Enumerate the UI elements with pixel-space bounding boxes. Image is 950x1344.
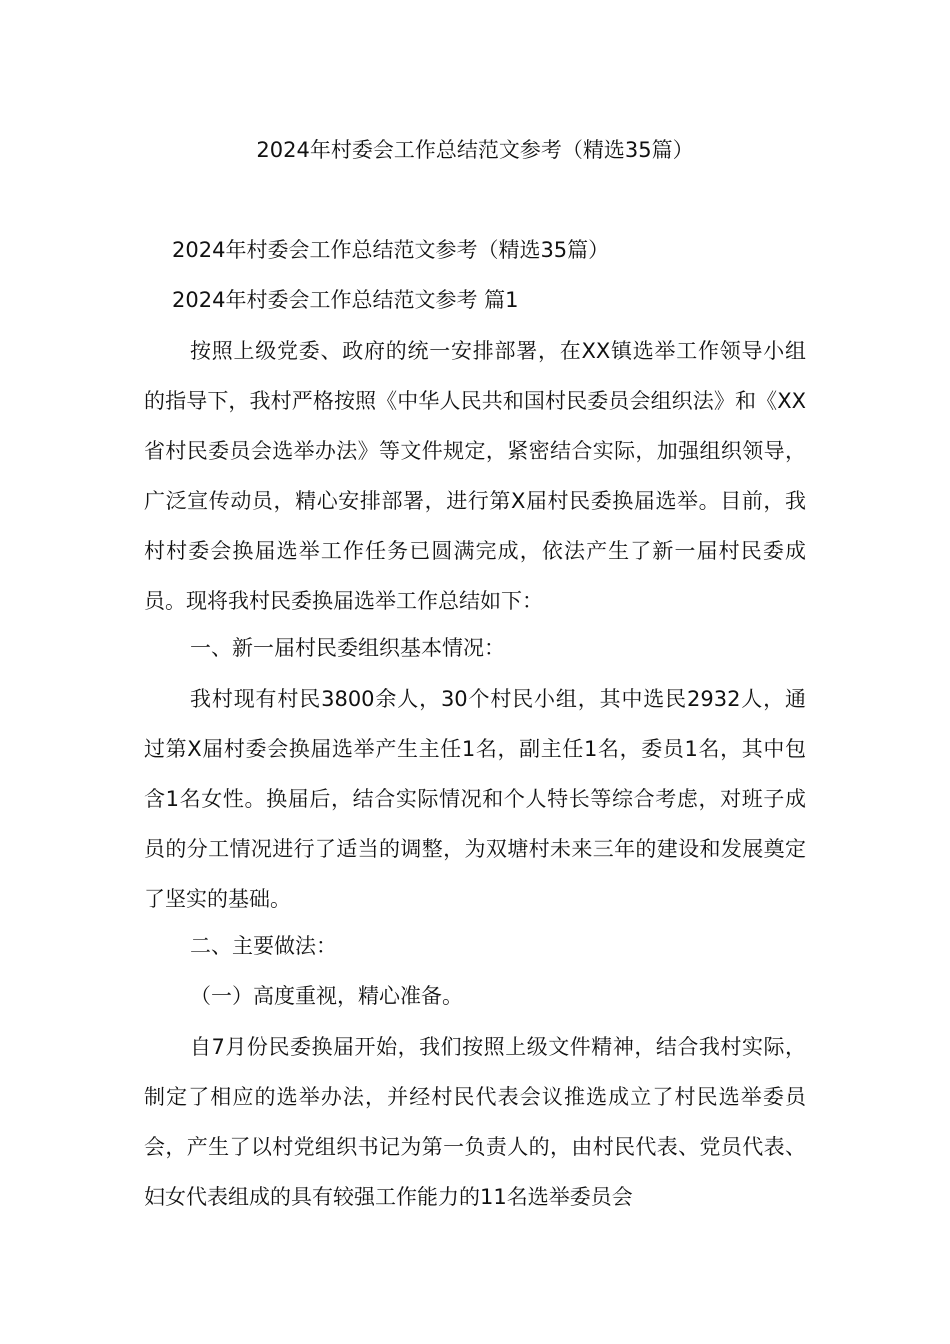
document-title: 2024年村委会工作总结范文参考（精选35篇） [256, 138, 694, 162]
document-subtitle: 2024年村委会工作总结范文参考（精选35篇） [172, 238, 610, 262]
paragraph-intro: 按照上级党委、政府的统一安排部署，在XX镇选举工作领导小组的指导下，我村严格按照《中华人民共和国村民委员会组织法》和《XX省村民委员会选举办法》等文件规定，紧密结合实际，加强组织领导，广泛宣传动员，精心安排部署，进行第X届村民委换届选举。目前，我村村委会换届选举工作任务已圆满完成，依法产生了新一届村民委成员。现将我村民委换届选举工作总结如下： [144, 339, 806, 613]
paragraph-preparation: 自7月份民委换届开始，我们按照上级文件精神，结合我村实际，制定了相应的选举办法，并经村民代表会议推选成立了村民选举委员会，产生了以村党组织书记为第一负责人的，由村民代表、党员代表、妇女代表组成的具有较强工作能力的11名选举委员会 [144, 1035, 806, 1209]
section-2-heading: 二、主要做法： [190, 934, 337, 958]
article-heading: 2024年村委会工作总结范文参考 篇1 [172, 288, 519, 312]
paragraph-basic-info: 我村现有村民3800余人，30个村民小组，其中选民2932人，通过第X届村委会换届选举产生主任1名，副主任1名，委员1名，其中包含1名女性。换届后，结合实际情况和个人特长等综合考虑，对班子成员的分工情况进行了适当的调整，为双塘村未来三年的建设和发展奠定了坚实的基础。 [144, 687, 806, 911]
subsection-1-heading: （一）高度重视，精心准备。 [190, 984, 463, 1008]
section-1-heading: 一、新一届村民委组织基本情况： [190, 636, 505, 660]
